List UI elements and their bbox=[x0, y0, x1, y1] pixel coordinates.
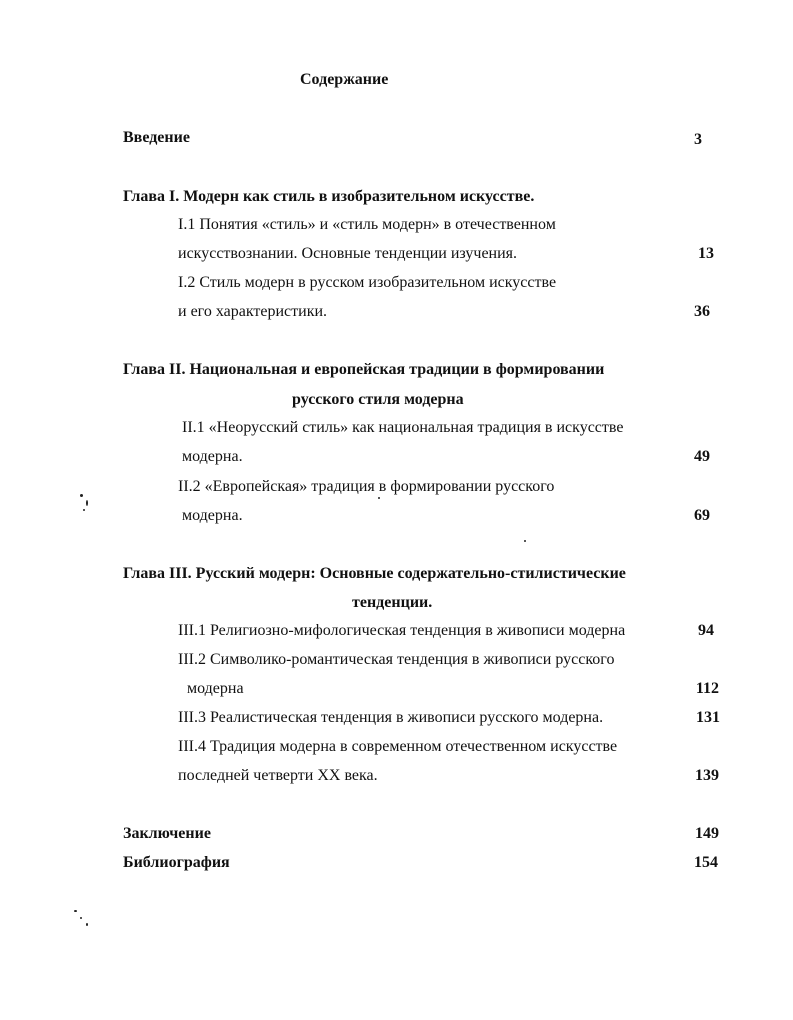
toc-bibliography-page: 154 bbox=[694, 854, 718, 871]
chapter3-heading-line1: Глава III. Русский модерн: Основные содержательно-стилистические bbox=[123, 565, 626, 582]
chapter3-section1-line1: III.1 Религиозно-мифологическая тенденция в живописи модерна bbox=[178, 622, 626, 639]
toc-conclusion-page: 149 bbox=[695, 825, 719, 842]
page-title: Содержание bbox=[300, 71, 389, 88]
scan-speck bbox=[80, 494, 83, 497]
chapter3-section4-page: 139 bbox=[695, 767, 719, 784]
scan-speck bbox=[86, 923, 88, 926]
chapter3-section1-page: 94 bbox=[698, 622, 714, 639]
chapter3-section2-line1: III.2 Символико-романтическая тенденция в живописи русского bbox=[178, 651, 615, 668]
chapter2-section2-line2: модерна. bbox=[182, 507, 243, 524]
chapter2-section1-line2: модерна. bbox=[182, 448, 243, 465]
scan-speck bbox=[74, 910, 77, 912]
chapter2-section1-line1: II.1 «Неорусский стиль» как национальная традиция в искусстве bbox=[182, 419, 624, 436]
toc-conclusion-label: Заключение bbox=[123, 825, 211, 842]
chapter3-section3-page: 131 bbox=[696, 709, 720, 726]
scan-speck bbox=[524, 540, 526, 542]
chapter3-section4-line2: последней четверти XX века. bbox=[178, 767, 378, 784]
chapter3-section2-page: 112 bbox=[695, 680, 719, 697]
chapter1-section1-line2: искусствознании. Основные тенденции изучения. bbox=[178, 245, 518, 262]
chapter1-section1-line1: I.1 Понятия «стиль» и «стиль модерн» в отечественном bbox=[178, 216, 556, 233]
chapter1-section2-line2: и его характеристики. bbox=[178, 303, 328, 320]
chapter1-section2-line1: I.2 Стиль модерн в русском изобразительном искусстве bbox=[178, 274, 557, 291]
chapter1-section2-page: 36 bbox=[694, 303, 710, 320]
scan-speck bbox=[83, 509, 85, 511]
toc-bibliography-label: Библиография bbox=[123, 854, 230, 871]
chapter2-heading-line2: русского стиля модерна bbox=[292, 391, 464, 408]
chapter2-section1-page: 49 bbox=[694, 448, 710, 465]
chapter3-section2-line2: модерна bbox=[187, 680, 244, 697]
chapter1-heading: Глава I. Модерн как стиль в изобразительном искусстве. bbox=[123, 188, 535, 205]
scan-speck bbox=[378, 497, 380, 499]
chapter3-section4-line1: III.4 Традиция модерна в современном отечественном искусстве bbox=[178, 738, 618, 755]
chapter1-section1-page: 13 bbox=[698, 245, 714, 262]
toc-intro-label: Введение bbox=[123, 129, 190, 146]
chapter3-heading-line2: тенденции. bbox=[352, 594, 433, 611]
chapter2-heading-line1: Глава II. Национальная и европейская традиции в формировании bbox=[123, 361, 605, 378]
toc-intro-page: 3 bbox=[694, 131, 702, 148]
scan-speck bbox=[80, 917, 82, 919]
chapter2-section2-line1: II.2 «Европейская» традиция в формировании русского bbox=[178, 478, 555, 495]
scan-speck bbox=[86, 500, 88, 506]
chapter3-section3-line1: III.3 Реалистическая тенденция в живописи русского модерна. bbox=[178, 709, 604, 726]
chapter2-section2-page: 69 bbox=[694, 507, 710, 524]
